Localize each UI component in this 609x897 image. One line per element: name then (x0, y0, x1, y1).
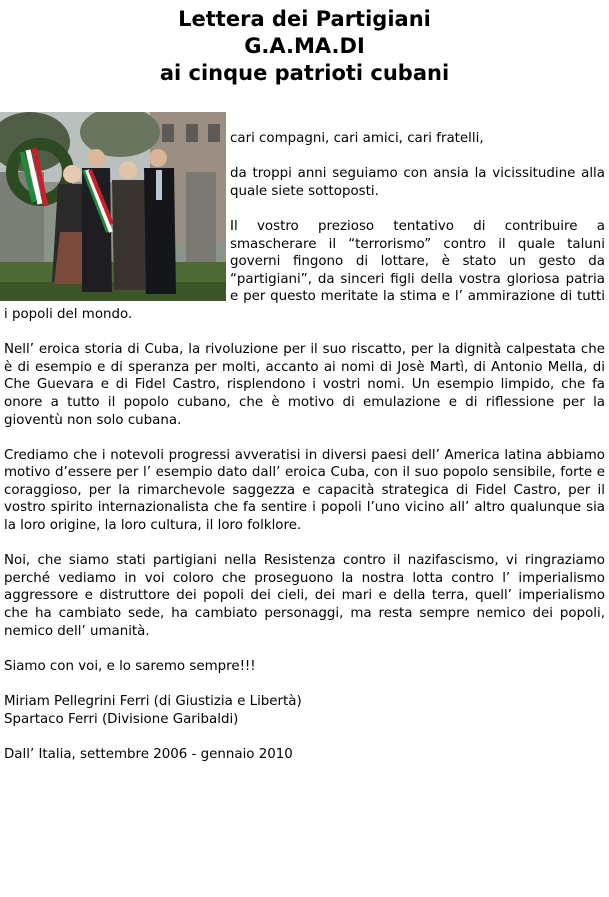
document-title (0, 6, 609, 87)
title-line-1: Lettera dei Partigiani (178, 7, 431, 31)
closing-line: Siamo con voi, e lo saremo sempre!!! (4, 658, 256, 674)
letter-body (4, 130, 605, 781)
group-photo-with-wreath-icon (0, 112, 226, 301)
signature-2: Spartaco Ferri (Divisione Garibaldi) (4, 711, 239, 727)
paragraph-5: Noi, che siamo stati partigiani nella Resistenza contro il nazifascismo, vi ringraziamo perché vediamo in voi coloro che proseguono la nostra lotta contro l’ imperialismo aggressore e distruttore dei popoli dei cieli, dei mari e della terra, quell’ imperialismo che ha cambiato sede, ha cambiato personaggi, ma resta sempre nemico dei popoli, nemico dell’ umanità. (4, 553, 605, 639)
greeting-paragraph: cari compagni, cari amici, cari fratelli, (230, 131, 484, 146)
group-photo (0, 112, 226, 301)
paragraph-1: da troppi anni seguiamo con ansia la vicissitudine alla quale siete sottoposti. (230, 166, 605, 199)
signature-block (4, 693, 605, 728)
title-line-2: G.A.MA.DI (244, 34, 365, 58)
signature-1: Miriam Pellegrini Ferri (di Giustizia e Libertà) (4, 694, 302, 709)
place-date: Dall’ Italia, settembre 2006 - gennaio 2010 (4, 746, 293, 762)
paragraph-2: Il vostro prezioso tentativo di contribuire a smascherare il “terrorismo” contro il quale taluni governi fingono di lottare, è stato un gesto da “partigiani”, da sinceri figli della vostra gloriosa patria e per questo meritate la stima e l’ ammirazione di tutti i popoli del mondo. (4, 218, 605, 322)
paragraph-3: Nell’ eroica storia di Cuba, la rivoluzione per il suo riscatto, per la dignità calpestata che è di esempio e di speranza per molti, accanto ai nomi di Josè Martì, di Antonio Mella, di Che Guevara e di Fidel Castro, risplendono i vostri nomi. Un esempio limpido, che fa onore a tutto il popolo cubano, che è motivo di emulazione e di riflessione per la gioventù non solo cubana. (4, 342, 605, 428)
paragraph-4: Crediamo che i notevoli progressi avveratisi in diversi paesi dell’ America latina abbiamo motivo d’essere per l’ esempio dato dall’ eroica Cuba, con il suo popolo sensibile, forte e coraggioso, per la rimarchevole saggezza e capacità strategica di Fidel Castro, per il vostro spirito internazionalista che fa sentire i popoli l’uno vicino all’ altro qualunque sia la loro origine, la loro cultura, il loro folklore. (4, 447, 605, 534)
title-line-3: ai cinque patrioti cubani (159, 61, 450, 85)
